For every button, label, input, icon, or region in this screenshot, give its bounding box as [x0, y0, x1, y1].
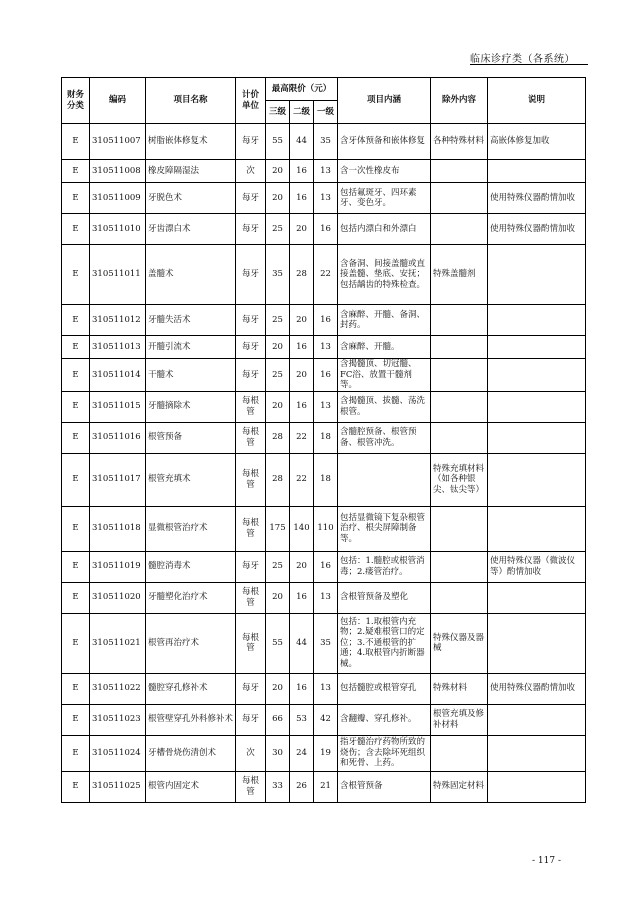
row-code: 310511025	[90, 771, 146, 802]
table-row	[62, 673, 586, 704]
row-price-level1: 13	[314, 673, 338, 704]
row-price-level1: 13	[314, 336, 338, 359]
row-price-level2: 44	[290, 613, 314, 673]
table-row	[62, 613, 586, 673]
row-price-level3: 66	[266, 704, 290, 735]
row-category: E	[62, 506, 90, 551]
row-price-level3: 20	[266, 582, 290, 613]
table-row	[62, 124, 586, 160]
row-note: 使用特殊仪器酌情加收	[488, 183, 586, 214]
table-row	[62, 336, 586, 359]
row-note	[488, 359, 586, 392]
row-name: 干髓术	[146, 359, 236, 392]
row-name: 根管预备	[146, 422, 236, 453]
row-price-level1: 18	[314, 422, 338, 453]
row-exclusion	[431, 359, 488, 392]
row-content: 含揭髓顶、切冠髓、FC浴、放置干髓剂等。	[338, 359, 431, 392]
row-category: E	[62, 453, 90, 506]
row-price-level1: 21	[314, 771, 338, 802]
row-unit: 每根管	[236, 582, 266, 613]
col-note: 说明	[488, 78, 586, 124]
row-content	[338, 453, 431, 506]
row-code: 310511007	[90, 124, 146, 160]
row-note	[488, 506, 586, 551]
row-code: 310511016	[90, 422, 146, 453]
row-exclusion	[431, 214, 488, 245]
table-row	[62, 551, 586, 582]
row-category: E	[62, 613, 90, 673]
row-content: 含麻醉、开髓。	[338, 336, 431, 359]
row-category: E	[62, 214, 90, 245]
row-name: 牙髓塑化治疗术	[146, 582, 236, 613]
row-name: 根管内固定术	[146, 771, 236, 802]
row-price-level2: 16	[290, 673, 314, 704]
row-note	[488, 613, 586, 673]
row-exclusion: 特殊固定材料	[431, 771, 488, 802]
row-note: 使用特殊仪器酌情加收	[488, 673, 586, 704]
row-price-level3: 20	[266, 673, 290, 704]
row-code: 310511020	[90, 582, 146, 613]
fee-table	[61, 77, 586, 803]
col-level2: 二级	[290, 101, 314, 124]
row-content: 包括显微镜下复杂根管治疗、根尖屏障制备等。	[338, 506, 431, 551]
header-rule	[470, 64, 588, 65]
row-price-level1: 16	[314, 305, 338, 336]
row-exclusion	[431, 735, 488, 771]
row-note	[488, 245, 586, 305]
row-name: 开髓引流术	[146, 336, 236, 359]
row-unit: 每牙	[236, 124, 266, 160]
row-code: 310511014	[90, 359, 146, 392]
row-note	[488, 336, 586, 359]
row-name: 树脂嵌体修复术	[146, 124, 236, 160]
row-unit: 每根管	[236, 453, 266, 506]
row-category: E	[62, 771, 90, 802]
row-note	[488, 391, 586, 422]
row-note	[488, 704, 586, 735]
row-name: 牙槽骨烧伤清创术	[146, 735, 236, 771]
row-exclusion	[431, 305, 488, 336]
row-content: 含牙体预备和嵌体修复	[338, 124, 431, 160]
row-name: 显微根管治疗术	[146, 506, 236, 551]
row-exclusion: 各种特殊材料	[431, 124, 488, 160]
row-price-level2: 16	[290, 582, 314, 613]
row-price-level2: 28	[290, 245, 314, 305]
row-exclusion: 特殊材料	[431, 673, 488, 704]
row-price-level3: 20	[266, 160, 290, 183]
table-row	[62, 214, 586, 245]
table-row	[62, 391, 586, 422]
row-price-level1: 22	[314, 245, 338, 305]
row-exclusion	[431, 551, 488, 582]
row-price-level1: 16	[314, 359, 338, 392]
table-row	[62, 582, 586, 613]
row-price-level1: 13	[314, 183, 338, 214]
row-category: E	[62, 305, 90, 336]
row-category: E	[62, 582, 90, 613]
row-name: 髓腔消毒术	[146, 551, 236, 582]
row-price-level1: 42	[314, 704, 338, 735]
row-price-level3: 28	[266, 422, 290, 453]
row-exclusion	[431, 422, 488, 453]
row-price-level3: 20	[266, 183, 290, 214]
row-price-level1: 16	[314, 551, 338, 582]
row-unit: 每牙	[236, 336, 266, 359]
row-note	[488, 735, 586, 771]
table-row	[62, 183, 586, 214]
row-price-level3: 25	[266, 214, 290, 245]
table-row	[62, 422, 586, 453]
row-exclusion: 特殊盖髓剂	[431, 245, 488, 305]
row-category: E	[62, 551, 90, 582]
row-name: 盖髓术	[146, 245, 236, 305]
row-price-level3: 20	[266, 336, 290, 359]
row-content: 包括氟斑牙、四环素牙、变色牙。	[338, 183, 431, 214]
row-price-level2: 53	[290, 704, 314, 735]
row-code: 310511011	[90, 245, 146, 305]
row-note	[488, 305, 586, 336]
row-category: E	[62, 359, 90, 392]
row-price-level3: 25	[266, 305, 290, 336]
row-price-level2: 16	[290, 160, 314, 183]
row-name: 根管壁穿孔外科修补术	[146, 704, 236, 735]
page-number: - 117 -	[532, 856, 561, 866]
row-category: E	[62, 735, 90, 771]
row-price-level1: 19	[314, 735, 338, 771]
row-code: 310511021	[90, 613, 146, 673]
row-code: 310511009	[90, 183, 146, 214]
table-row	[62, 735, 586, 771]
row-unit: 每牙	[236, 673, 266, 704]
row-price-level1: 13	[314, 391, 338, 422]
row-price-level3: 25	[266, 359, 290, 392]
row-content: 包括：1.髓腔或根管消毒；2.瘘管治疗。	[338, 551, 431, 582]
row-code: 310511010	[90, 214, 146, 245]
row-price-level3: 30	[266, 735, 290, 771]
row-note: 高嵌体修复加收	[488, 124, 586, 160]
row-code: 310511024	[90, 735, 146, 771]
col-content: 项目内涵	[338, 78, 431, 124]
row-note	[488, 771, 586, 802]
row-unit: 次	[236, 735, 266, 771]
col-unit: 计价单位	[236, 78, 266, 124]
row-unit: 每牙	[236, 704, 266, 735]
table-row	[62, 771, 586, 802]
col-level3: 三级	[266, 101, 290, 124]
row-price-level3: 28	[266, 453, 290, 506]
row-unit: 每牙	[236, 305, 266, 336]
row-code: 310511015	[90, 391, 146, 422]
row-name: 牙齿漂白术	[146, 214, 236, 245]
row-exclusion	[431, 506, 488, 551]
row-unit: 每根管	[236, 506, 266, 551]
table-row	[62, 453, 586, 506]
row-price-level1: 16	[314, 214, 338, 245]
row-content: 含翻瓣、穿孔修补。	[338, 704, 431, 735]
row-name: 髓腔穿孔修补术	[146, 673, 236, 704]
row-code: 310511013	[90, 336, 146, 359]
row-unit: 每牙	[236, 245, 266, 305]
row-price-level3: 20	[266, 391, 290, 422]
row-content: 含揭髓顶、拔髓、荡洗根管。	[338, 391, 431, 422]
row-exclusion	[431, 336, 488, 359]
row-price-level1: 35	[314, 613, 338, 673]
row-category: E	[62, 336, 90, 359]
row-code: 310511012	[90, 305, 146, 336]
row-code: 310511019	[90, 551, 146, 582]
col-category: 财务分类	[62, 78, 90, 124]
row-content: 包括髓腔或根管穿孔	[338, 673, 431, 704]
row-category: E	[62, 124, 90, 160]
row-price-level3: 25	[266, 551, 290, 582]
row-content: 包括内漂白和外漂白	[338, 214, 431, 245]
row-name: 根管再治疗术	[146, 613, 236, 673]
table-row	[62, 506, 586, 551]
row-price-level2: 16	[290, 391, 314, 422]
row-category: E	[62, 183, 90, 214]
row-unit: 每牙	[236, 359, 266, 392]
table-row	[62, 305, 586, 336]
row-exclusion	[431, 582, 488, 613]
row-category: E	[62, 422, 90, 453]
row-price-level2: 140	[290, 506, 314, 551]
row-code: 310511008	[90, 160, 146, 183]
row-exclusion	[431, 160, 488, 183]
section-header: 临床诊疗类（各系统）	[470, 54, 575, 65]
row-name: 根管充填术	[146, 453, 236, 506]
row-name: 橡皮障隔湿法	[146, 160, 236, 183]
col-price-group: 最高限价（元）	[266, 78, 338, 101]
row-unit: 每牙	[236, 214, 266, 245]
row-price-level2: 26	[290, 771, 314, 802]
row-exclusion: 特殊充填材料（如各种银尖、钛尖等）	[431, 453, 488, 506]
row-price-level2: 16	[290, 336, 314, 359]
row-price-level2: 16	[290, 183, 314, 214]
row-code: 310511023	[90, 704, 146, 735]
row-price-level1: 18	[314, 453, 338, 506]
row-unit: 每牙	[236, 551, 266, 582]
row-code: 310511022	[90, 673, 146, 704]
row-unit: 每牙	[236, 183, 266, 214]
row-note	[488, 582, 586, 613]
row-note	[488, 453, 586, 506]
row-note: 使用特殊仪器（微波仪等）酌情加收	[488, 551, 586, 582]
row-price-level1: 13	[314, 160, 338, 183]
row-category: E	[62, 673, 90, 704]
col-name: 项目名称	[146, 78, 236, 124]
row-price-level1: 35	[314, 124, 338, 160]
row-content: 含备洞、间接盖髓或直接盖髓、垫底、安抚；包括龋齿的特殊检查。	[338, 245, 431, 305]
row-price-level2: 22	[290, 453, 314, 506]
row-price-level3: 35	[266, 245, 290, 305]
row-price-level2: 44	[290, 124, 314, 160]
col-level1: 一级	[314, 101, 338, 124]
row-price-level2: 24	[290, 735, 314, 771]
row-content: 含一次性橡皮布	[338, 160, 431, 183]
row-unit: 每根管	[236, 391, 266, 422]
row-content: 包括：1.取根管内充物；2.疑难根管口的定位；3.不通根管的扩通；4.取根管内折断器械。	[338, 613, 431, 673]
row-price-level1: 110	[314, 506, 338, 551]
row-unit: 每根管	[236, 771, 266, 802]
row-unit: 每根管	[236, 613, 266, 673]
row-name: 牙髓摘除术	[146, 391, 236, 422]
row-category: E	[62, 160, 90, 183]
table-row	[62, 359, 586, 392]
row-exclusion: 特殊仪器及器械	[431, 613, 488, 673]
table-body	[62, 124, 586, 803]
row-category: E	[62, 391, 90, 422]
col-code: 编码	[90, 78, 146, 124]
col-exclusion: 除外内容	[431, 78, 488, 124]
row-price-level2: 20	[290, 214, 314, 245]
row-price-level2: 22	[290, 422, 314, 453]
row-content: 含根管预备及塑化	[338, 582, 431, 613]
row-note: 使用特殊仪器酌情加收	[488, 214, 586, 245]
row-exclusion	[431, 391, 488, 422]
row-code: 310511017	[90, 453, 146, 506]
row-price-level2: 20	[290, 305, 314, 336]
row-content: 指牙髓治疗药物所致的烧伤；含去除坏死组织和死骨、上药。	[338, 735, 431, 771]
table-row	[62, 704, 586, 735]
row-exclusion: 根管充填及修补材料	[431, 704, 488, 735]
row-content: 含根管预备	[338, 771, 431, 802]
table-row	[62, 160, 586, 183]
row-content: 含髓腔预备、根管预备、根管冲洗。	[338, 422, 431, 453]
row-content: 含麻醉、开髓、备洞、封药。	[338, 305, 431, 336]
row-category: E	[62, 704, 90, 735]
row-price-level3: 55	[266, 124, 290, 160]
row-exclusion	[431, 183, 488, 214]
row-price-level3: 175	[266, 506, 290, 551]
row-category: E	[62, 245, 90, 305]
row-price-level3: 33	[266, 771, 290, 802]
row-unit: 每根管	[236, 422, 266, 453]
row-note	[488, 160, 586, 183]
row-price-level2: 20	[290, 551, 314, 582]
row-note	[488, 422, 586, 453]
table-row	[62, 245, 586, 305]
row-name: 牙脱色术	[146, 183, 236, 214]
row-price-level3: 55	[266, 613, 290, 673]
row-unit: 次	[236, 160, 266, 183]
row-name: 牙髓失活术	[146, 305, 236, 336]
row-price-level2: 20	[290, 359, 314, 392]
row-code: 310511018	[90, 506, 146, 551]
row-price-level1: 13	[314, 582, 338, 613]
